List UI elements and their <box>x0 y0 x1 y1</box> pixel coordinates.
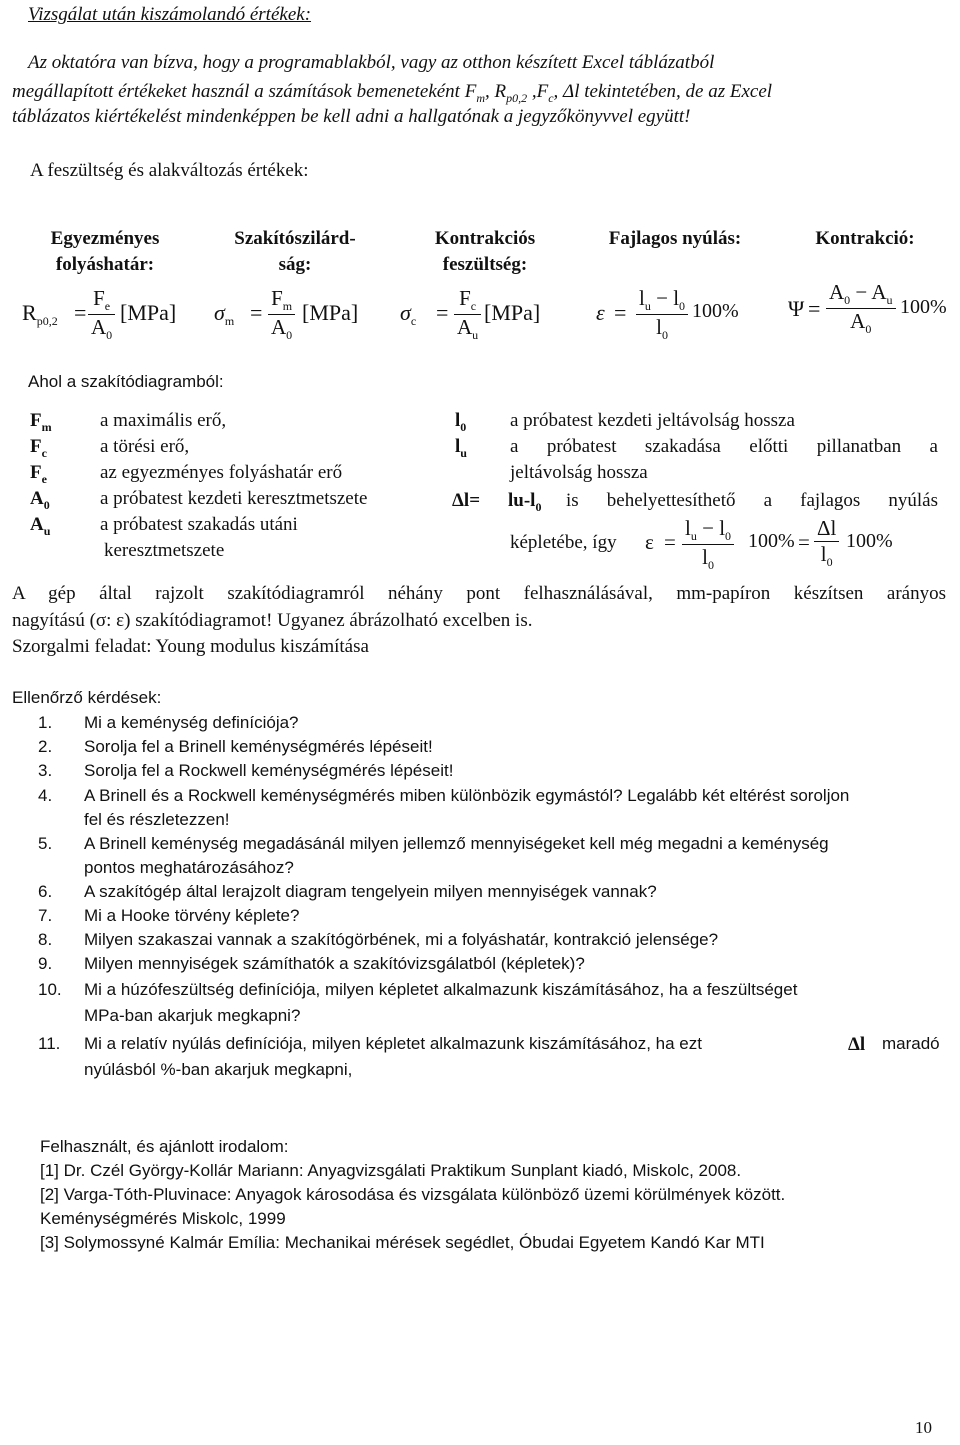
questions-title: Ellenőrző kérdések: <box>12 688 162 707</box>
intro-line-1: Az oktatóra van bízva, hogy a programablakból, vagy az otthon készített Excel táblázatból <box>28 52 715 73</box>
intro-line-3: táblázatos kiértékelést mindenképpen be kell adni a hallgatónak a jegyzőkönyvvel együtt! <box>12 106 691 127</box>
header-folyashatar: Egyezményes folyáshatár: <box>50 228 160 275</box>
header-szakitoszilardsag: Szakítószilárd- ság: <box>234 228 356 275</box>
intro-line-2: megállapított értékeket használ a számítások bemeneteként $F_m$, $R_{p0,2}$ $,F_c$, Δl tekintetében, de az Excel <box>12 81 773 105</box>
para-line-3: Szorgalmi feladat: Young modulus kiszámítása <box>12 636 369 657</box>
page-number: 10 <box>915 1418 932 1437</box>
where-label: Ahol a szakítódiagramból: <box>28 372 224 391</box>
document-page: Vizsgálat után kiszámolandó értékek: Az oktatóra van bízva, hogy a programablakból, vagy az otthon készített Excel táblázatból megállapított értékeket használ a számítások bemeneteként $F_m$, $R_{p0,2}$ $,F_c$, Δl tekintetében, de az Excel táblázatos kiértékelést mindenképpen be kell adni a hallgatónak a jegyzőkönyvvel együtt! A feszültség és alakváltozás értékek: Egyezményes folyáshatár: Szakítószilárd- ság: Kontrakciós feszültség: Fajlagos nyúlás: Kontrakció: $R_{p0,2}$ = $F_e$ $A_0$ [MPa] $\sigma_m$ = $F_m$ $A_0$ [MPa] $\sigma_c$ = $F_c$ $A_u$ [MPa] ε = $l_u - l_0$ $l_0$ 100% Ψ = $A_0 - A_u$ $A_0$ 100% Ahol a szakítódiagramból: $F_m$ a maximális erő, $F_c$ a törési erő, $F_e$ az egyezményes folyáshatár erő $A_0$ a próbatest kezdeti keresztmetszete $A_u$ a próbatest szakadás utáni keresztmetszete $l_0$ a próbatest kezdeti jeltávolság hossza $l_u$ a próbatest szakadása előtti pillanatban a jeltávolság hossza Δl= $lu-l_0$ is behelyettesíthető a fajlagos nyúlás képletébe, így ε = $l_u - l_0$ $l_0$ 100% = Δl $l_0$ 100% A gép által rajzolt szakítódiagramról néhány pont felhasználásával, mm-papíron készítsen arányos nagyítású (σ: ε) szakítódiagramot! Ugyanez ábrázolható excelben is. Szorgalmi feladat: Young modulus kiszámítása Ellenőrző kérdések: 1. Mi a keménység definíciója? 2. Sorolja fel a Brinell keménységmérés lépéseit! 3. Sorolja fel a Rockwell keménységmérés lépéseit! 4. A Brinell és a Rockwell keménységmérés miben különbözik egymástól? Legalább két eltérést soroljon fel és részletezzen! 5. A Brinell keménység megadásánál milyen jellemző mennyiségeket kell még megadni a keménység pontos meghatározásához? 6. A szakítógép által lerajzolt diagram tengelyein milyen mennyiségek vannak? 7. Mi a Hooke törvény képlete? 8. Milyen szakaszai vannak a szakítógörbének, mi a folyáshatár, kontrakció jelensége? 9. Milyen mennyiségek számíthatók a szakítóvizsgálatból (képletek)? 10. Mi a húzófeszültség definíciója, milyen képletet alkalmazunk kiszámításához, ha a feszültséget MPa-ban akarjuk megkapni? 11. Mi a relatív nyúlás definíciója, milyen képletet alkalmazunk kiszámításához, ha ezt Δl maradó nyúlásból %-ban akarjuk megkapni, Felhasznált, és ajánlott irodalom: [1] Dr. Czél György-Kollár Mariann: Anyagvizsgálati Praktikum Sunplant kiadó, Miskolc, 2008. [2] Varga-Tóth-Pluvinace: Anyagok károsodása és vizsgálata különböző üzemi körülmények között. Keménységmérés Miskolc, 1999 [3] Solymossyné Kalmár Emília: Mechanikai mérések segédlet, Óbudai Egyetem Kandó Kar MTI 10 <box>12 4 947 1437</box>
para-line-2: nagyítású (σ: ε) szakítódiagramot! Ugyanez ábrázolható excelben is. <box>12 610 533 631</box>
header-kontrakcios-feszultseg: Kontrakciós feszültség: <box>434 228 536 275</box>
para-line-1: A gép által rajzolt szakítódiagramról néhány pont felhasználásával, mm-papíron készítsen arányos <box>12 583 946 604</box>
subheading: A feszültség és alakváltozás értékek: <box>30 160 309 181</box>
section-title: Vizsgálat után kiszámolandó értékek: <box>28 4 312 25</box>
header-fajlagos-nyulas: Fajlagos nyúlás: <box>608 228 742 249</box>
header-kontrakcio: Kontrakció: <box>815 228 915 249</box>
